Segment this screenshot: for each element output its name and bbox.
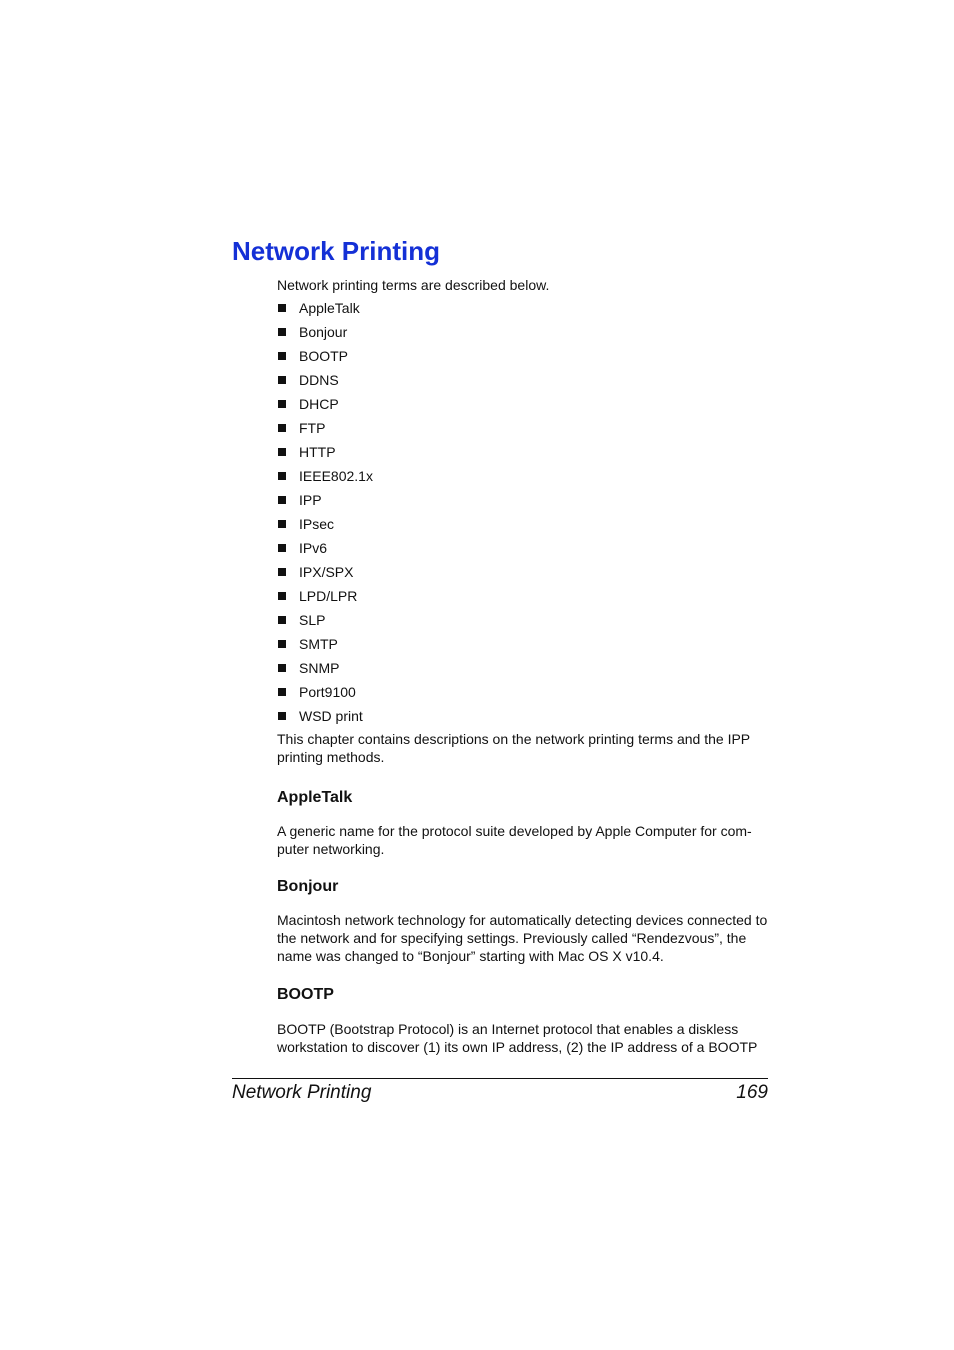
term-list-item [277, 488, 769, 512]
term-list-item [277, 608, 769, 632]
section-body-bootp: BOOTP (Bootstrap Protocol) is an Internet protocol that enables a diskless workstation to discover (1) its own IP address, (2) the IP address of a BOOTP [277, 1021, 758, 1055]
term-list-item [277, 368, 769, 392]
term-label: SLP [299, 612, 326, 628]
term-label: AppleTalk [299, 300, 360, 316]
footer-title: Network Printing [232, 1082, 372, 1103]
square-bullet-icon [278, 328, 286, 336]
term-label: FTP [299, 420, 326, 436]
square-bullet-icon [278, 352, 286, 360]
term-label: BOOTP [299, 348, 349, 364]
term-label: HTTP [299, 444, 336, 460]
term-label: IPX/SPX [299, 564, 354, 580]
square-bullet-icon [278, 472, 286, 480]
outro-text: This chapter contains descriptions on the network printing terms and the IPP printing methods. [277, 731, 750, 765]
page-content [277, 276, 769, 1056]
term-list-item [277, 560, 769, 584]
term-list-item [277, 584, 769, 608]
footer-divider [232, 1078, 768, 1079]
section-body-bonjour: Macintosh network technology for automatically detecting devices connected to the network and for specifying settings. Previously called “Rendezvous”, the name was changed to “Bonjour” starting with Mac OS X v10.4. [277, 912, 768, 964]
term-list-item [277, 704, 769, 728]
term-list-item [277, 464, 769, 488]
term-list-item [277, 392, 769, 416]
intro-text: Network printing terms are described below. [277, 277, 550, 293]
section-heading-bonjour: Bonjour [277, 878, 339, 895]
square-bullet-icon [278, 376, 286, 384]
term-list-item [277, 512, 769, 536]
term-label: IPP [299, 492, 322, 508]
square-bullet-icon [278, 568, 286, 576]
term-list-item [277, 656, 769, 680]
term-list-item [277, 320, 769, 344]
term-label: Bonjour [299, 324, 348, 340]
term-list-item [277, 632, 769, 656]
term-list-item [277, 296, 769, 320]
term-label: Port9100 [299, 684, 356, 700]
page-number: 169 [736, 1082, 768, 1103]
section-body-appletalk: A generic name for the protocol suite developed by Apple Computer for com-puter networking. [277, 823, 752, 857]
square-bullet-icon [278, 448, 286, 456]
square-bullet-icon [278, 304, 286, 312]
term-label: IEEE802.1x [299, 468, 373, 484]
term-label: IPsec [299, 516, 335, 532]
square-bullet-icon [278, 640, 286, 648]
square-bullet-icon [278, 592, 286, 600]
square-bullet-icon [278, 664, 286, 672]
term-list-item [277, 344, 769, 368]
page-title: Network Printing [232, 236, 441, 266]
term-label: SNMP [299, 660, 340, 676]
square-bullet-icon [278, 688, 286, 696]
square-bullet-icon [278, 400, 286, 408]
square-bullet-icon [278, 520, 286, 528]
term-list [277, 296, 769, 728]
term-list-item [277, 536, 769, 560]
term-label: IPv6 [299, 540, 328, 556]
square-bullet-icon [278, 712, 286, 720]
term-label: SMTP [299, 636, 338, 652]
square-bullet-icon [278, 424, 286, 432]
square-bullet-icon [278, 616, 286, 624]
term-label: DDNS [299, 372, 339, 388]
term-label: LPD/LPR [299, 588, 358, 604]
term-label: DHCP [299, 396, 339, 412]
section-heading-appletalk: AppleTalk [277, 789, 353, 806]
section-heading-bootp: BOOTP [277, 986, 334, 1003]
square-bullet-icon [278, 496, 286, 504]
term-label: WSD print [299, 708, 363, 724]
term-list-item [277, 440, 769, 464]
term-list-item [277, 416, 769, 440]
term-list-item [277, 680, 769, 704]
square-bullet-icon [278, 544, 286, 552]
